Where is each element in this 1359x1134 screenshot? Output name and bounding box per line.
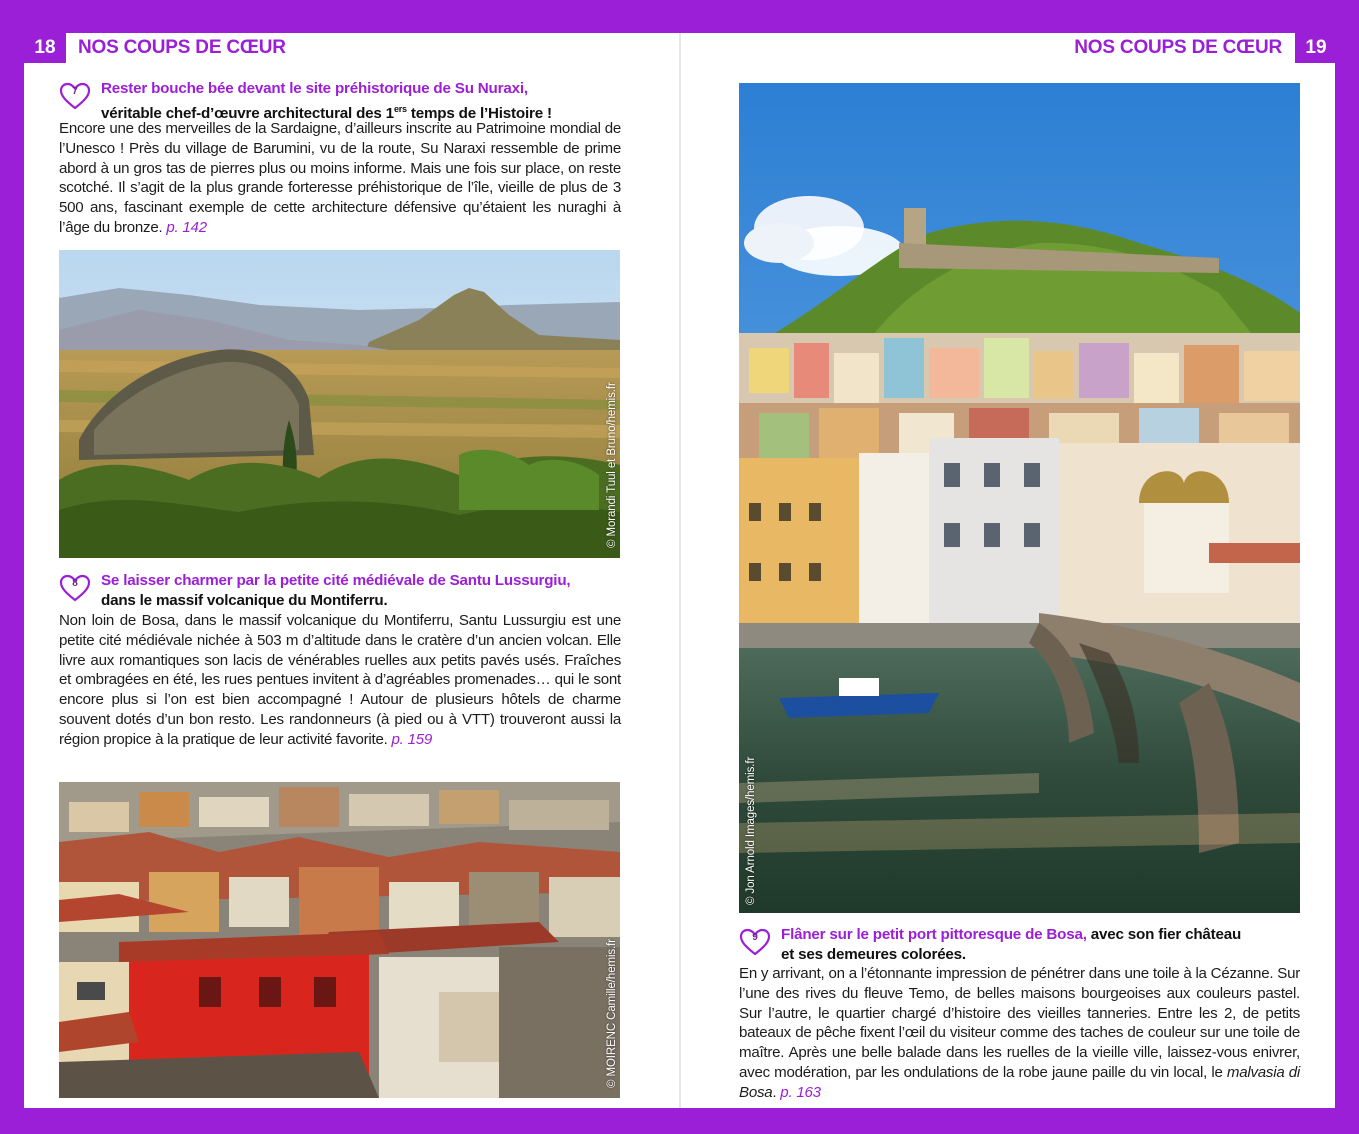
photo-santu-lussurgiu [59,782,620,1098]
entry-9-heading [781,925,1301,965]
entry-7-subline-sup: ers [393,104,407,114]
entry-8-body-text: Non loin de Bosa, dans le massif volcanique du Montiferru, Santu Lussurgiu est une petite cité médiévale nichée à 503 m d’altitude dans le cratère d’un ancien volcan. Elle livre aux romantiques son lacis de vénérables ruelles aux petits pavés usés. Fraîches et ombragées en été, les rues pentues invitent à d’agréables promenades… qui le sont encore plus si l’on est bien accompagné ! Autour de plusieurs hôtels de charme souvent dotés d’un bon resto. Les randonneurs (à pied ou à VTT) trouveront aussi la région propice à la pratique de leur activité favorite. [59,612,621,748]
entry-8-number: 8 [72,578,78,589]
entry-7-body [59,119,621,238]
book-spine [679,33,681,1108]
entry-7-subline-end: temps de l’Histoire ! [406,105,552,123]
entry-9-subline: et ses demeures colorées. [781,946,966,963]
heart-icon [58,81,92,111]
entry-8-body [59,611,621,750]
page-number-right: 19 [1295,33,1337,63]
photo-credit-bosa: © Jon Arnold Images/hemis.fr [745,756,757,905]
entry-9-body-end: . [772,1083,781,1101]
photo-credit-su-nuraxi: © Morandi Tuul et Bruno/hemis.fr [606,382,618,548]
photo-su-nuraxi [59,250,620,558]
entry-9-page-ref[interactable]: p. 163 [780,1083,821,1101]
entry-8-page-ref[interactable]: p. 159 [391,730,432,748]
entry-9-body-text: En y arrivant, on a l’étonnante impression de pénétrer dans une toile à la Cézanne. Sur l’une des rives du fleuve Temo, de belles maisons bourgeoises aux couleurs pastel. Sur l’autre, le quartier chargé d’histoire des vieilles tanneries. Entre les 2, de petits bateaux de pêche fixent l’œil du visiteur comme des taches de couleur sur une toile de maître. Après une belle balade dans les ruelles de la vieille ville, laissez-vous enivrer, avec modération, par les ondulations de la robe jaune paille du vin local, le [739,965,1300,1081]
heart-icon [58,573,92,603]
entry-7-heading [101,79,641,124]
photo-bosa [739,83,1300,913]
photo-credit-santu-lussurgiu: © MOIRENC Camille/hemis.fr [606,938,618,1088]
entry-9-headline: Flâner sur le petit port pittoresque de Bosa, [781,926,1087,943]
entry-8-headline: Se laisser charmer par la petite cité médiévale de Santu Lussurgiu, [101,572,571,589]
entry-7-subline-text: véritable chef-d’œuvre architectural des 1 [101,105,394,123]
section-title-left: NOS COUPS DE CŒUR [78,37,286,58]
entry-7-body-text: Encore une des merveilles de la Sardaigne, d’ailleurs inscrite au Patrimoine mondial de l’Unesco ! Près du village de Barumini, vu de la route, Su Naraxi ressemble de prime abord à un gros tas de pierres plus ou moins informe. Mais une fois sur place, on reste scotché. Il s’agit de la plus grande forteresse préhistorique de l’île, vieille de plus de 3 500 ans, fascinant exemple de cette architecture défensive qu’étaient les nuraghi à l’âge du bronze. [59,120,621,236]
entry-8-subline: dans le massif volcanique du Montiferru. [101,592,388,609]
entry-7-number: 7 [72,86,78,97]
entry-7-headline: Rester bouche bée devant le site préhistorique de Su Nuraxi, [101,80,528,97]
entry-9-wine-name: malvasia di Bosa [739,1063,1300,1101]
entry-7-page-ref[interactable]: p. 142 [166,218,207,236]
entry-9-headline-rest: avec son fier château [1086,926,1242,943]
entry-8-heading [101,571,641,611]
page-number-left: 18 [24,33,66,63]
entry-9-body [739,964,1300,1103]
entry-9-number: 9 [752,932,758,943]
section-title-right: NOS COUPS DE CŒUR [1074,37,1282,58]
heart-icon [738,927,772,957]
